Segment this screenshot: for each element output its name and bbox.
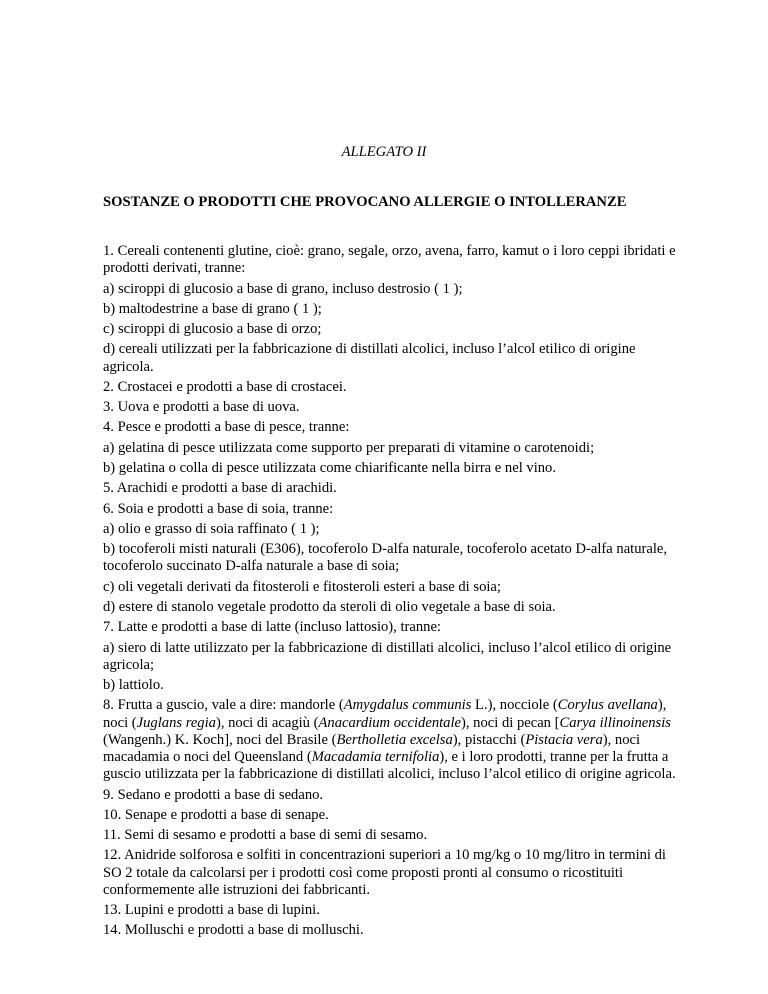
allergen-list <box>103 243 703 940</box>
text-segment: L.), nocciole ( <box>471 697 558 714</box>
text-line: agricola; <box>103 656 155 673</box>
text-line: 10. Senape e prodotti a base di senape. <box>103 806 329 823</box>
species-name: Macadamia ternifolia <box>311 749 440 766</box>
text-line: 11. Semi di sesamo e prodotti a base di semi di sesamo. <box>103 827 428 844</box>
text-line: 1. Cereali contenenti glutine, cioè: grano, segale, orzo, avena, farro, kamut o i loro ceppi ibridati e <box>103 243 676 259</box>
text-line: 13. Lupini e prodotti a base di lupini. <box>103 902 320 919</box>
text-segment: ), <box>657 697 667 714</box>
text-line: a) sciroppi di glucosio a base di grano, incluso destrosio ( 1 ); <box>103 280 463 297</box>
text-line <box>103 715 703 732</box>
text-line: SO 2 totale da calcolarsi per i prodotti così come proposti pronti al consumo o ricostituiti <box>103 864 624 881</box>
text-line: tocoferolo succinato D-alfa naturale a base di soia; <box>103 558 400 575</box>
text-line: b) lattiolo. <box>103 677 164 694</box>
text-line: c) sciroppi di glucosio a base di orzo; <box>103 321 322 338</box>
text-line: c) oli vegetali derivati da fitosteroli e fitosteroli esteri a base di soia; <box>103 578 501 595</box>
text-segment: macadamia o noci del Queensland ( <box>103 749 312 766</box>
text-line: 7. Latte e prodotti a base di latte (incluso lattosio), tranne: <box>103 619 441 636</box>
text-segment: ), noci di acagiù ( <box>215 714 319 731</box>
text-line: 2. Crostacei e prodotti a base di crostacei. <box>103 378 347 395</box>
text-segment: ), noci <box>602 731 641 748</box>
text-line: guscio utilizzata per la fabbricazione di distillati alcolici, incluso l’alcol etilico di origine agricola. <box>103 766 676 783</box>
text-line: b) tocoferoli misti naturali (E306), tocoferolo D-alfa naturale, tocoferolo acetato D-alfa naturale, <box>103 541 668 558</box>
text-line: 4. Pesce e prodotti a base di pesce, tranne: <box>103 419 350 436</box>
species-name: Juglans regia <box>136 714 216 731</box>
text-line: 12. Anidride solforosa e solfiti in concentrazioni superiori a 10 mg/kg o 10 mg/litro in termini di <box>103 847 666 864</box>
species-name: Anacardium occidentale <box>318 714 462 731</box>
text-line: a) gelatina di pesce utilizzata come supporto per preparati di vitamine o carotenoidi; <box>103 439 595 456</box>
text-line: 5. Arachidi e prodotti a base di arachidi. <box>103 480 337 497</box>
text-line: 14. Molluschi e prodotti a base di molluschi. <box>103 922 364 939</box>
text-segment: noci ( <box>103 714 137 731</box>
annex-title: ALLEGATO II <box>341 144 427 160</box>
species-name: Amygdalus communis <box>343 697 472 714</box>
text-line: agricola. <box>103 358 154 375</box>
text-segment: ), noci di pecan [ <box>461 714 560 731</box>
text-line: a) siero di latte utilizzato per la fabbricazione di distillati alcolici, incluso l’alcol etilico di origine <box>103 639 672 656</box>
text-line: b) gelatina o colla di pesce utilizzata come chiarificante nella birra e nel vino. <box>103 460 557 477</box>
species-name: Pistacia vera <box>525 731 603 748</box>
text-line <box>103 749 703 766</box>
text-line <box>103 732 703 749</box>
text-line: 9. Sedano e prodotti a base di sedano. <box>103 786 324 803</box>
text-line: d) cereali utilizzati per la fabbricazione di distillati alcolici, incluso l’alcol etilico di origine <box>103 341 636 358</box>
species-name: Corylus avellana <box>557 697 658 714</box>
text-line: prodotti derivati, tranne: <box>103 260 246 277</box>
text-line: b) maltodestrine a base di grano ( 1 ); <box>103 300 322 317</box>
text-segment: 8. Frutta a guscio, vale a dire: mandorle ( <box>103 697 344 714</box>
text-line <box>103 697 703 714</box>
section-heading: SOSTANZE O PRODOTTI CHE PROVOCANO ALLERGIE O INTOLLERANZE <box>103 194 627 210</box>
text-line: d) estere di stanolo vegetale prodotto da steroli di olio vegetale a base di soia. <box>103 599 556 616</box>
text-segment: ), e i loro prodotti, tranne per la frutta a <box>439 749 669 766</box>
text-line: a) olio e grasso di soia raffinato ( 1 ); <box>103 520 320 537</box>
text-line: conformemente alle istruzioni dei fabbricanti. <box>103 881 371 898</box>
text-segment: ), pistacchi ( <box>452 731 526 748</box>
text-segment: (Wangenh.) K. Koch], noci del Brasile ( <box>103 731 337 748</box>
text-line: 6. Soia e prodotti a base di soia, tranne: <box>103 500 334 517</box>
species-name: Bertholletia excelsa <box>336 731 453 748</box>
text-line: 3. Uova e prodotti a base di uova. <box>103 399 300 416</box>
species-name: Carya illinoinensis <box>559 714 671 731</box>
